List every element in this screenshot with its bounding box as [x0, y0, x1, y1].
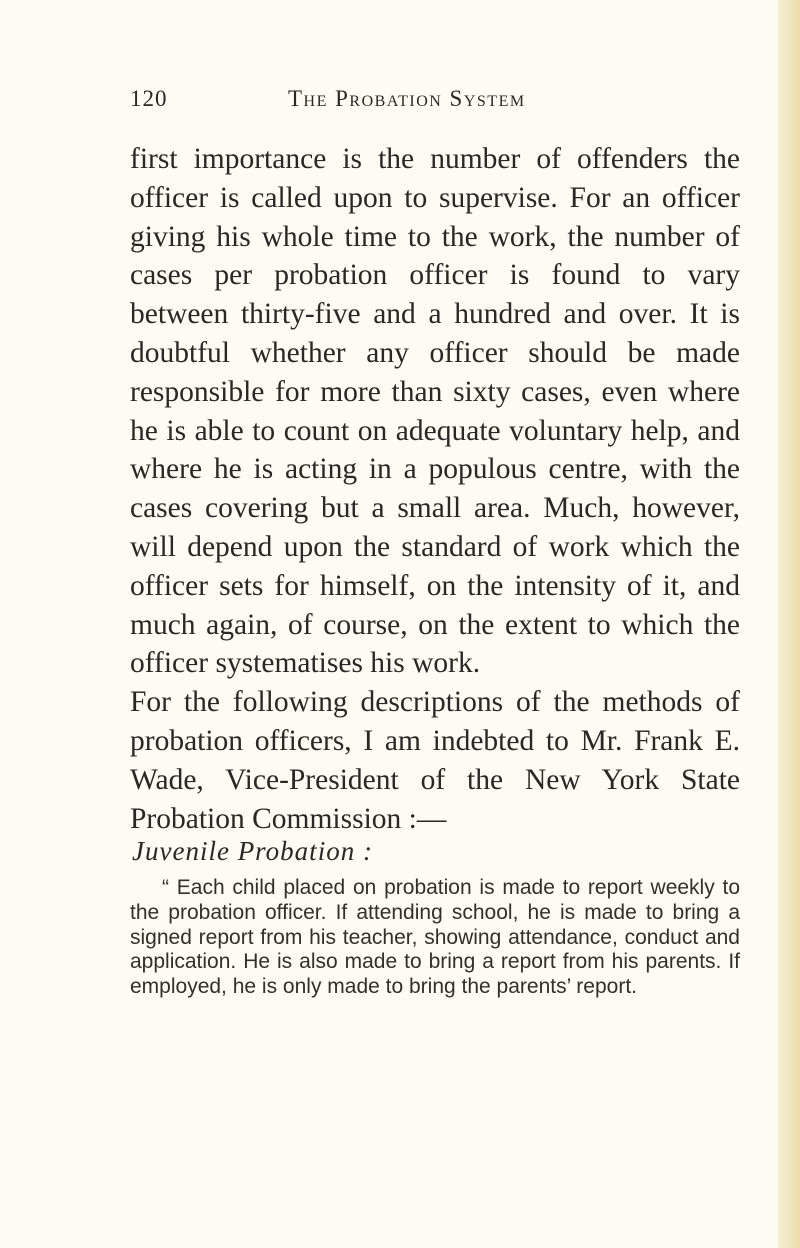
page-number: 120	[130, 86, 168, 111]
paragraph-2: For the following descriptions of the methods of probation officers, I am indebted to Mr. Frank E. Wade, Vice-President of the New York State Probation Commission :—	[130, 686, 740, 835]
page-header	[130, 86, 710, 118]
paragraph-1: first importance is the number of offenders the officer is called upon to supervise. For an officer giving his whole time to the work, the number of cases per probation officer is found to vary between thirty-five and a hundred and over. It is doubtful whether any officer should be made responsible for more than sixty cases, even where he is able to count on adequate voluntary help, and where he is acting in a populous centre, with the cases covering but a small area. Much, however, will depend upon the standard of work which the officer sets for himself, on the intensity of it, and much again, of course, on the extent to which the officer systematises his work.	[130, 143, 740, 680]
running-head: The Probation System	[288, 86, 526, 111]
quote-text: “ Each child placed on probation is made to report weekly to the probation officer. If attending school, he is made to bring a signed report from his teacher, showing attendance, conduct and application. He is also made to bring a report from his parents. If employed, he is only made to bring the parents’ report.	[130, 876, 740, 999]
page-edge	[778, 0, 800, 1248]
body-text	[130, 140, 740, 838]
block-quote	[130, 876, 740, 1000]
section-heading: Juvenile Probation :	[132, 836, 373, 866]
